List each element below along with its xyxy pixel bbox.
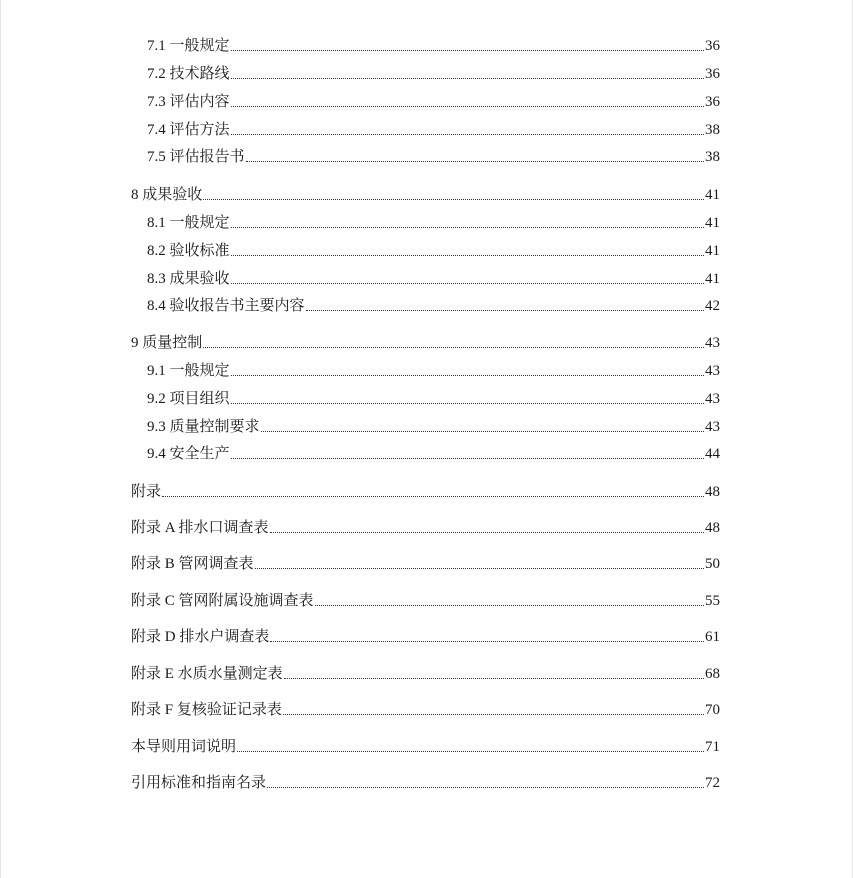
toc-entry-page: 42: [705, 298, 720, 314]
toc-entry-page: 36: [705, 38, 720, 54]
toc-entry-7-2[interactable]: [147, 60, 720, 84]
toc-entry-label: 8 成果验收: [131, 187, 203, 203]
toc-leader-dots: [267, 787, 704, 788]
toc-entry-terms[interactable]: [131, 733, 720, 757]
toc-entry-references[interactable]: [131, 769, 720, 793]
toc-leader-dots: [231, 255, 704, 256]
toc-leader-dots: [203, 347, 704, 348]
toc-entry-label: 9.2 项目组织: [147, 391, 230, 407]
toc-entry-8-2[interactable]: [147, 237, 720, 261]
toc-entry-appendix[interactable]: [131, 478, 720, 502]
toc-entry-9-2[interactable]: [147, 385, 720, 409]
toc-leader-dots: [261, 431, 704, 432]
toc-entry-page: 68: [705, 666, 720, 682]
toc-entry-appendix-a[interactable]: [131, 514, 720, 538]
toc-leader-dots: [231, 458, 704, 459]
toc-entry-label: 7.5 评估报告书: [147, 149, 245, 165]
toc-entry-label: 附录 E 水质水量测定表: [131, 666, 283, 682]
toc-entry-9-1[interactable]: [147, 357, 720, 381]
toc-leader-dots: [284, 678, 704, 679]
toc-entry-page: 43: [705, 391, 720, 407]
toc-leader-dots: [231, 78, 704, 79]
toc-entry-page: 41: [705, 215, 720, 231]
toc-entry-label: 附录 F 复核验证记录表: [131, 702, 282, 718]
toc-entry-appendix-f[interactable]: [131, 696, 720, 720]
toc-entry-label: 8.3 成果验收: [147, 271, 230, 287]
toc-leader-dots: [237, 751, 704, 752]
toc-entry-8-1[interactable]: [147, 209, 720, 233]
toc-entry-page: 48: [705, 520, 720, 536]
toc-entry-label: 附录 D 排水户调查表: [131, 629, 270, 645]
toc-entry-8[interactable]: [131, 181, 720, 205]
toc-entry-page: 43: [705, 419, 720, 435]
toc-entry-page: 72: [705, 775, 720, 791]
toc-entry-9-4[interactable]: [147, 440, 720, 464]
toc-leader-dots: [270, 532, 704, 533]
toc-leader-dots: [231, 134, 704, 135]
toc-entry-7-3[interactable]: [147, 88, 720, 112]
toc-entry-page: 44: [705, 446, 720, 462]
toc-entry-page: 61: [705, 629, 720, 645]
toc-leader-dots: [231, 50, 704, 51]
toc-entry-page: 71: [705, 739, 720, 755]
toc-entry-label: 9.1 一般规定: [147, 363, 230, 379]
toc-leader-dots: [246, 161, 704, 162]
toc-entry-label: 7.2 技术路线: [147, 66, 230, 82]
toc-entry-label: 8.4 验收报告书主要内容: [147, 298, 305, 314]
toc-entry-page: 41: [705, 243, 720, 259]
toc-entry-label: 引用标准和指南名录: [131, 775, 267, 791]
toc-entry-label: 7.4 评估方法: [147, 122, 230, 138]
toc-entry-appendix-c[interactable]: [131, 587, 720, 611]
toc-entry-label: 7.1 一般规定: [147, 38, 230, 54]
toc-entry-label: 附录 C 管网附属设施调查表: [131, 593, 314, 609]
toc-entry-label: 9.3 质量控制要求: [147, 419, 260, 435]
toc-entry-7-1[interactable]: [147, 32, 720, 56]
toc-entry-page: 43: [705, 335, 720, 351]
toc-entry-label: 8.1 一般规定: [147, 215, 230, 231]
toc-entry-8-3[interactable]: [147, 265, 720, 289]
toc-leader-dots: [270, 641, 704, 642]
toc-leader-dots: [315, 605, 704, 606]
toc-entry-page: 41: [705, 271, 720, 287]
toc-entry-page: 38: [705, 122, 720, 138]
toc-leader-dots: [231, 283, 704, 284]
toc-entry-9[interactable]: [131, 329, 720, 353]
toc-entry-label: 本导则用词说明: [131, 739, 237, 755]
toc-entry-page: 55: [705, 593, 720, 609]
toc-leader-dots: [255, 568, 704, 569]
toc-leader-dots: [231, 227, 704, 228]
toc-entry-label: 附录 B 管网调查表: [131, 556, 254, 572]
toc-entry-label: 8.2 验收标准: [147, 243, 230, 259]
toc-entry-page: 38: [705, 149, 720, 165]
toc-entry-label: 附录 A 排水口调查表: [131, 520, 269, 536]
toc-leader-dots: [231, 106, 704, 107]
toc-entry-label: 7.3 评估内容: [147, 94, 230, 110]
toc-entry-appendix-d[interactable]: [131, 623, 720, 647]
toc-entry-page: 48: [705, 484, 720, 500]
toc-entry-appendix-e[interactable]: [131, 660, 720, 684]
toc-leader-dots: [162, 496, 704, 497]
toc-entry-page: 70: [705, 702, 720, 718]
toc-leader-dots: [283, 714, 704, 715]
toc-leader-dots: [203, 199, 704, 200]
toc-leader-dots: [231, 403, 704, 404]
toc-entry-label: 9 质量控制: [131, 335, 203, 351]
toc-entry-appendix-b[interactable]: [131, 550, 720, 574]
toc-entry-page: 36: [705, 94, 720, 110]
toc-entry-8-4[interactable]: [147, 292, 720, 316]
toc-entry-9-3[interactable]: [147, 413, 720, 437]
toc-entry-page: 43: [705, 363, 720, 379]
toc-entry-page: 50: [705, 556, 720, 572]
toc-entry-7-5[interactable]: [147, 143, 720, 167]
toc-entry-7-4[interactable]: [147, 116, 720, 140]
toc-leader-dots: [231, 375, 704, 376]
toc-entry-label: 9.4 安全生产: [147, 446, 230, 462]
toc-entry-page: 41: [705, 187, 720, 203]
toc-entry-label: 附录: [131, 484, 162, 500]
toc-entry-page: 36: [705, 66, 720, 82]
toc-leader-dots: [306, 310, 704, 311]
